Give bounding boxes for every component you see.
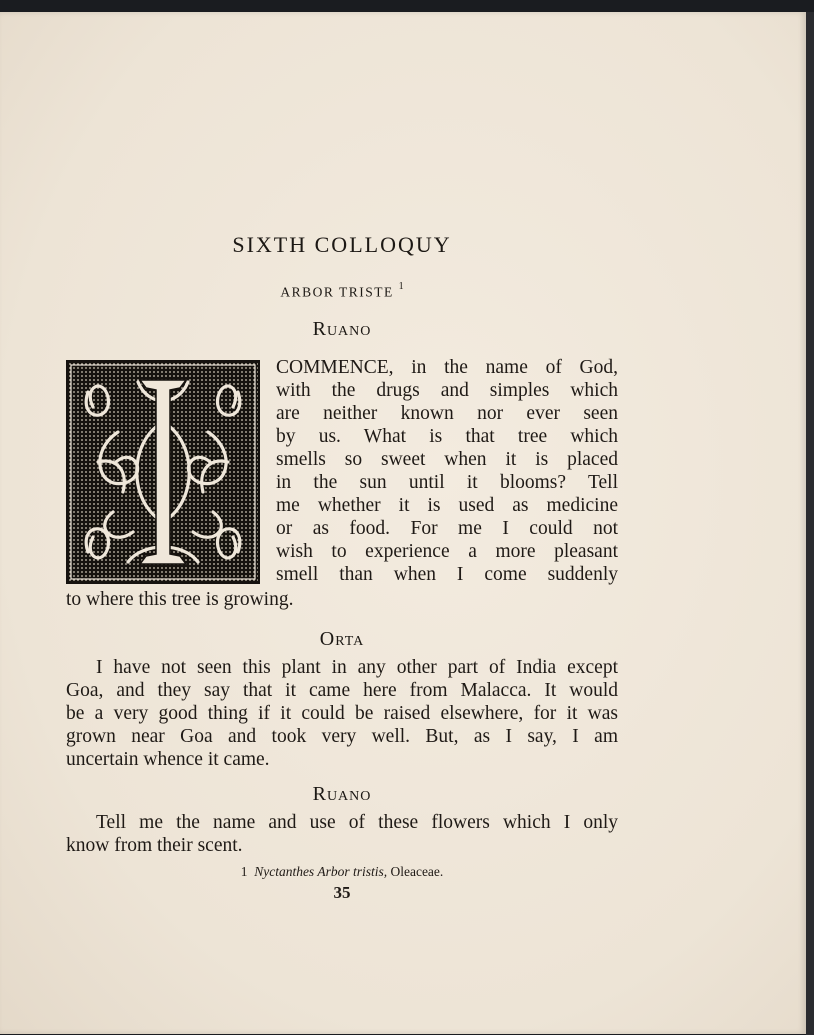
footnote-species: Nyctanthes Arbor tristis, xyxy=(254,864,388,879)
ornamental-initial-i xyxy=(66,360,260,584)
page-number: 35 xyxy=(333,883,351,902)
speaker-ruano-2: Ruano xyxy=(312,783,372,805)
page-edge-shadow xyxy=(806,12,814,1035)
text-line: uncertain whence it came. xyxy=(66,749,270,770)
footnote xyxy=(0,864,684,880)
text-line: are neither known nor ever seen xyxy=(276,403,618,424)
chapter-subtitle xyxy=(0,283,684,301)
footnote-reference: 1 xyxy=(398,281,404,292)
speaker-ruano-1: Ruano xyxy=(312,318,372,340)
text-line: smell than when I come suddenly xyxy=(276,564,618,585)
text-line: by us. What is that tree which xyxy=(276,426,618,447)
text-line: grown near Goa and took very well. But, as I say, I am xyxy=(66,726,618,747)
text-line: wish to experience a more pleasant xyxy=(276,541,618,562)
text-line: be a very good thing if it could be raised elsewhere, for it was xyxy=(66,703,618,724)
dropcap-ornament xyxy=(68,362,258,582)
text-line: I have not seen this plant in any other part of India except xyxy=(96,657,618,678)
chapter-title: SIXTH COLLOQUY xyxy=(232,232,452,257)
text-line: Goa, and they say that it came here from Malacca. It would xyxy=(66,680,618,701)
footnote-family: Oleaceae. xyxy=(390,864,444,879)
text-line: in the sun until it blooms? Tell xyxy=(276,472,618,493)
speaker-orta: Orta xyxy=(319,628,365,650)
text-line: know from their scent. xyxy=(66,835,243,856)
footnote-marker: 1 xyxy=(240,864,248,879)
text-line: with the drugs and simples which xyxy=(276,380,618,401)
text-line: or as food. For me I could not xyxy=(276,518,618,539)
text-line: me whether it is used as medicine xyxy=(276,495,618,516)
text-line: Tell me the name and use of these flowers which I only xyxy=(96,812,618,833)
text-line: smells so sweet when it is placed xyxy=(276,449,618,470)
text-line: to where this tree is growing. xyxy=(66,589,294,610)
subtitle-text: ARBOR TRISTE xyxy=(280,284,394,300)
text-line: COMMENCE, in the name of God, xyxy=(276,357,618,378)
